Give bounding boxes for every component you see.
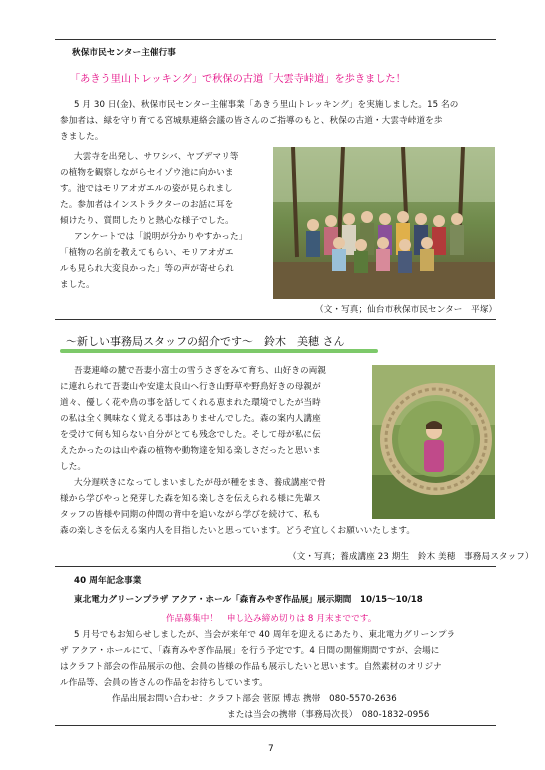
body-line: アンケートでは「説明が分かりやすかった」 — [74, 232, 248, 242]
body-line: ザ アクア・ホールにて、「森育みやぎ作品展」を行う予定です。4 日間の開催期間ですが、会場に — [60, 646, 440, 656]
page-number: 7 — [268, 744, 274, 754]
body-line: 大分遅咲きになってしまいましたが母が種をまき、養成講座で骨 — [74, 478, 326, 488]
body-line: えたかったのは山や森の植物や動物達を知る楽しさだったと思いま — [60, 446, 321, 456]
section1-credit: （文・写真；仙台市秋保市民センター 平塚） — [315, 305, 498, 315]
section2-credit: （文・写真；養成講座 23 期生 鈴木 美穂 事務局スタッフ） — [288, 552, 534, 562]
intro-line: 5 月 30 日(金)、秋保市民センター主催事業「あきう里山トレッキング」を実施しました。15 名の — [74, 100, 459, 110]
contact-line-2: または当会の携帯（事務局次長） 080-1832-0956 — [227, 710, 430, 720]
divider-2 — [55, 566, 496, 567]
body-line: ました。 — [60, 280, 95, 290]
bottom-rule — [55, 725, 496, 726]
body-line: 吾妻連峰の麓で吾妻小富士の雪うさぎをみて育ち、山好きの両親 — [74, 366, 327, 376]
body-line: 傾けたり、質問したりと熱心な様子でした。 — [60, 216, 234, 226]
section1-intro — [60, 97, 494, 145]
body-line: した。 — [60, 462, 87, 472]
body-line: 様から学びやっと発芽した森を知る楽しさを伝えられる様に先輩ス — [60, 494, 321, 504]
section1-title: 「あきう里山トレッキング」で秋保の古道「大雲寺峠道」を歩きました！ — [70, 74, 406, 85]
body-line: 道々、優しく花や鳥の事を話してくれる恵まれた環境でしたが当時 — [60, 398, 321, 408]
section2-title: ～新しい事務局スタッフの紹介です～ 鈴木 美穂 さん — [66, 335, 345, 348]
body-line: に連れられて吾妻山や安達太良山へ行き山野草や野鳥好きの母親が — [60, 382, 321, 392]
intro-line: きました。 — [60, 132, 104, 142]
body-line: タッフの皆様や同期の仲間の背中を追いながら学びを続けて、私も — [60, 510, 321, 520]
body-line: す。池ではモリアオガエルの姿が見られまし — [60, 184, 233, 194]
body-line: 大雲寺を出発し、サワシバ、ヤブデマリ等 — [74, 152, 239, 162]
body-line: 森の楽しさを伝える案内人を目指したいと思っています。どうぞ宜しくお願いいたします。 — [60, 526, 416, 536]
body-line: ル作品等、会員の皆さんの作品をお待ちしています。 — [60, 678, 268, 688]
body-line: ルも見られ大変良かった」等の声が寄せられ — [60, 264, 234, 274]
body-line: はクラフト部会の作品展示の他、会員の皆様の作品も展示したいと思います。自然素材のオリジナ — [60, 662, 442, 672]
body-line: の私は全く興味なく覚える事はありませんでした。森の案内人講座 — [60, 414, 321, 424]
section3-title: 東北電力グリーンプラザ アクア・ホール「森育みやぎ作品展」展示期間 10/15～10/18 — [74, 595, 423, 605]
section3-header: 40 周年記念事業 — [74, 576, 142, 586]
body-line: の植物を観察しながらセイゾウ池に向かいま — [60, 168, 234, 178]
intro-line: 参加者は、緑を守り育てる宮城県連絡会議の皆さんのご指導のもと、秋保の古道・大雲寺峠道を歩 — [60, 116, 443, 126]
section2-body — [60, 363, 416, 539]
portrait-photo — [372, 365, 495, 519]
body-line: 5 月号でもお知らせしましたが、当会が来年で 40 周年を迎えるにあたり、東北電力グリーンプラ — [74, 630, 456, 640]
title-underline — [60, 349, 378, 353]
body-line: た。参加者はインストラクターのお話に耳を — [60, 200, 234, 210]
section1-header: 秋保市民センター主催行事 — [72, 48, 176, 58]
contact-line-1: 作品出展お問い合わせ：クラフト部会 菅原 博志 携帯 080-5570-2636 — [112, 694, 397, 704]
group-photo — [273, 147, 495, 299]
divider-1 — [55, 319, 496, 320]
body-line: を受けて何も知らない自分がとても残念でした。そして母が私に伝 — [60, 430, 321, 440]
section3-body — [60, 627, 500, 691]
top-rule — [55, 39, 496, 40]
section3-recruit: 作品募集中！ 申し込み締め切りは 8 月末までです。 — [166, 614, 377, 624]
section1-body — [60, 149, 270, 293]
body-line: 「植物の名前を教えてもらい、モリアオガエ — [60, 248, 234, 258]
